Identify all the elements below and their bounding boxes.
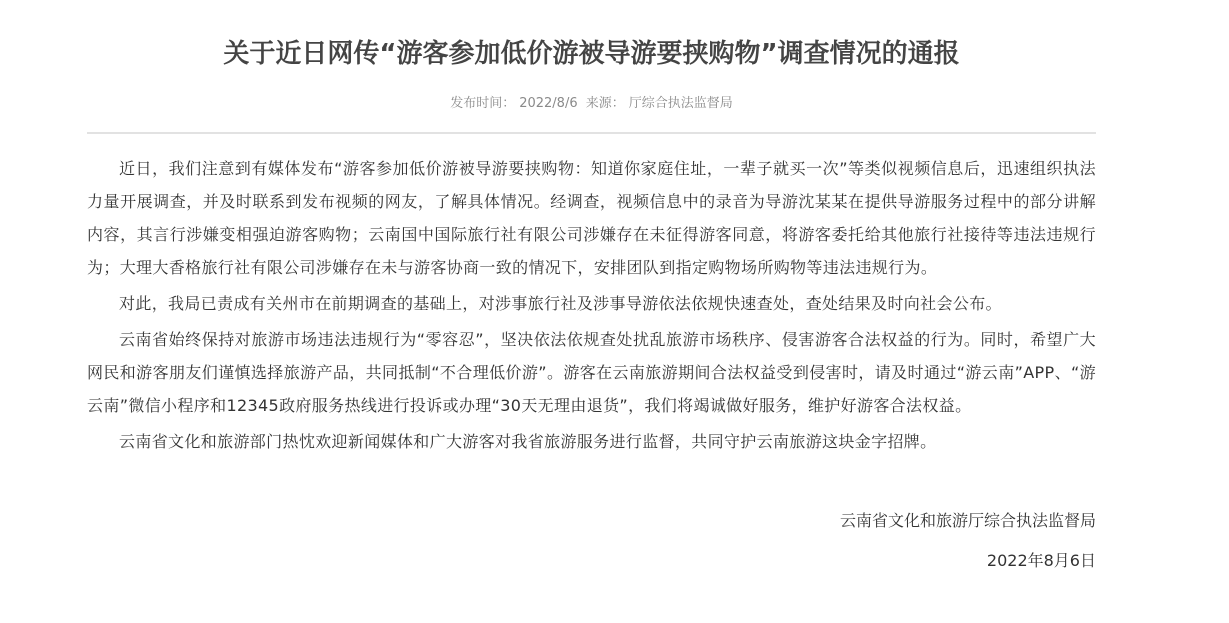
paragraph-welcome: 云南省文化和旅游部门热忱欢迎新闻媒体和广大游客对我省旅游服务进行监督，共同守护云南旅游这块金字招牌。 xyxy=(119,432,937,451)
signature-organization: 云南省文化和旅游厅综合执法监督局 xyxy=(839,511,1096,530)
signature-date: 2022年8月6日 xyxy=(986,551,1096,570)
signature-block xyxy=(87,504,1096,578)
paragraph-policy: 云南省始终保持对旅游市场违法违规行为“零容忍”，坚决依法依规查处扰乱旅游市场秩序、侵害游客合法权益的行为。同时，希望广大网民和游客朋友们谨慎选择旅游产品，共同抵制“不合理低价游”。游客在云南旅游期间合法权益受到侵害时，请及时通过“游云南”APP、“游云南”微信小程序和12345政府服务热线进行投诉或办理“30天无理由退货”，我们将竭诚做好服务，维护好游客合法权益。 xyxy=(87,330,1096,415)
source-name: 厅综合执法监督局 xyxy=(628,96,733,111)
article-meta xyxy=(87,94,1096,114)
paragraph-action: 对此，我局已责成有关州市在前期调查的基础上，对涉事旅行社及涉事导游依法依规快速查处，查处结果及时向社会公布。 xyxy=(119,294,1002,313)
publish-date: 2022/8/6 xyxy=(519,96,578,111)
article xyxy=(87,0,1096,584)
article-title: 关于近日网传“游客参加低价游被导游要挟购物”调查情况的通报 xyxy=(223,39,960,69)
article-body xyxy=(87,152,1096,458)
source-label: 来源： xyxy=(585,96,625,111)
publish-time-label: 发布时间： xyxy=(450,96,516,111)
header-divider xyxy=(87,132,1096,134)
paragraph-investigation: 近日，我们注意到有媒体发布“游客参加低价游被导游要挟购物：知道你家庭住址，一辈子就买一次”等类似视频信息后，迅速组织执法力量开展调查，并及时联系到发布视频的网友，了解具体情况。经调查，视频信息中的录音为导游沈某某在提供导游服务过程中的部分讲解内容，其言行涉嫌变相强迫游客购物；云南国中国际旅行社有限公司涉嫌存在未征得游客同意，将游客委托给其他旅行社接待等违法违规行为；大理大香格旅行社有限公司涉嫌存在未与游客协商一致的情况下，安排团队到指定购物场所购物等违法违规行为。 xyxy=(87,159,1096,277)
